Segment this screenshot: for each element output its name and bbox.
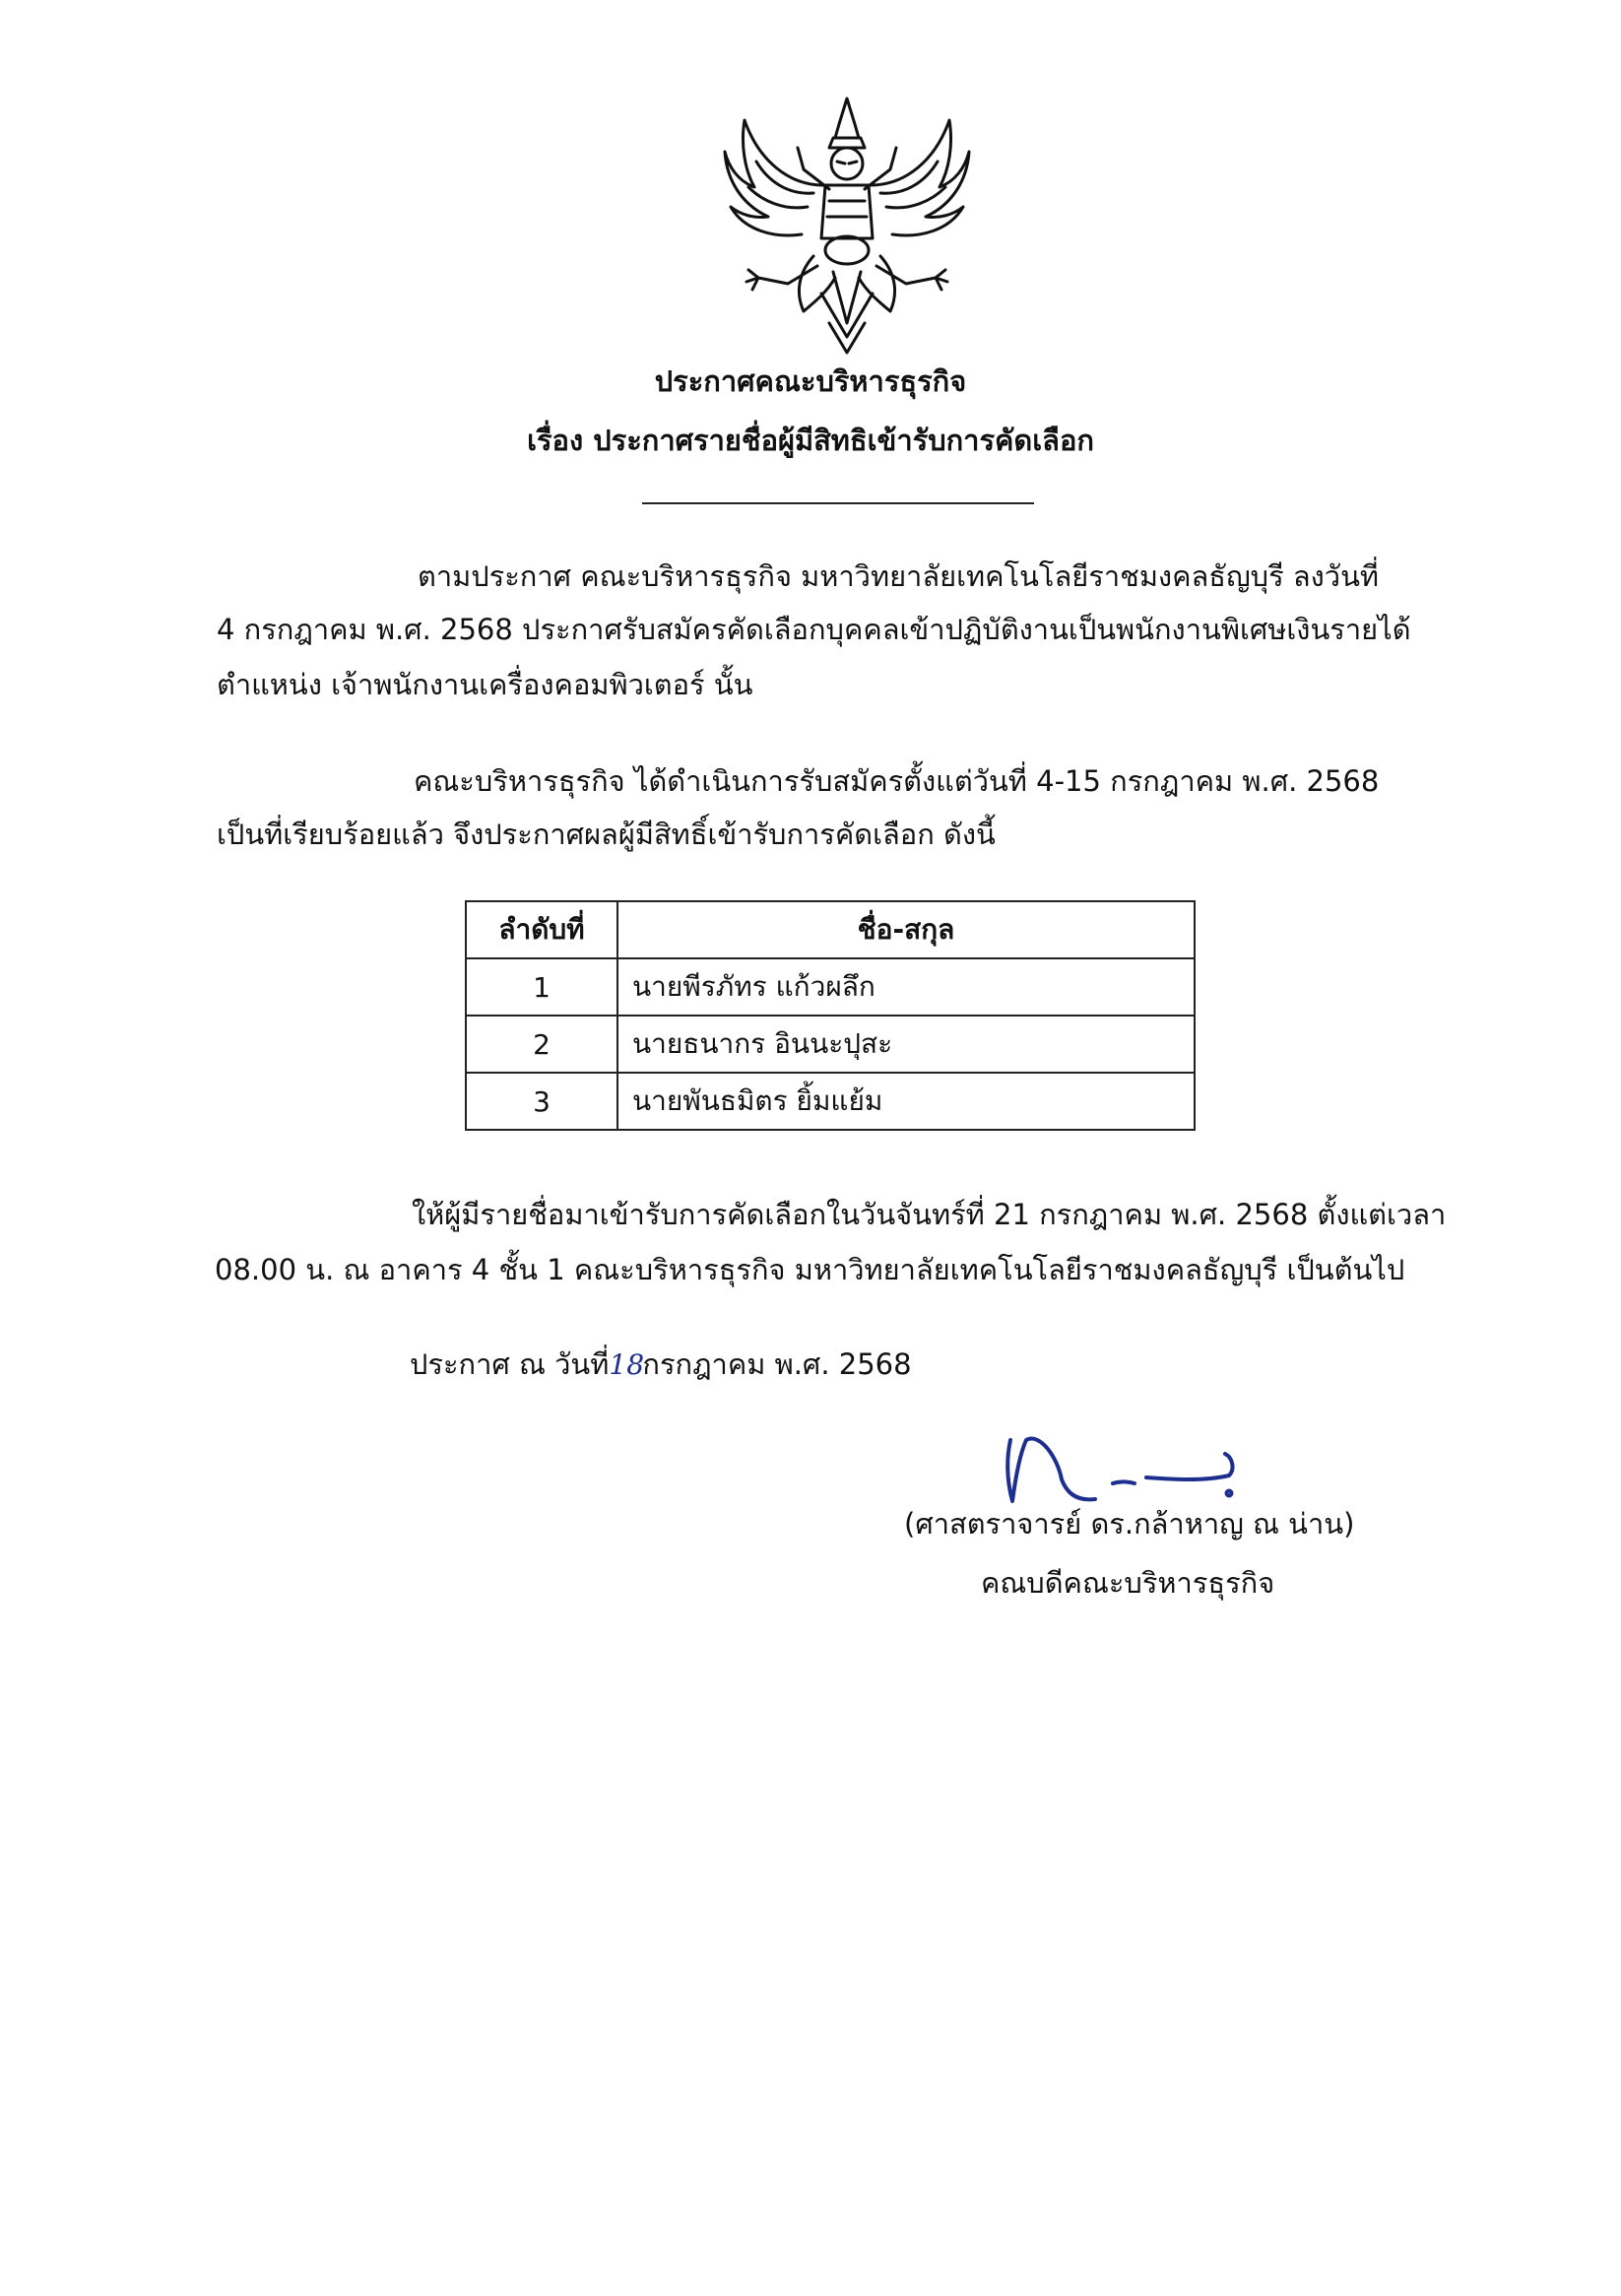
table-row: [466, 1016, 1195, 1073]
table-row: [466, 1073, 1195, 1130]
table-header-row: [466, 901, 1195, 958]
announcement-title: ประกาศคณะบริหารธุรกิจ: [654, 364, 967, 398]
paragraph-1-line-3: ตำแหน่ง เจ้าพนักงานเครื่องคอมพิวเตอร์ นั้น: [217, 668, 753, 701]
column-header-order: ลำดับที่: [466, 901, 617, 958]
title-divider: [642, 502, 1034, 504]
table-row: [466, 958, 1195, 1016]
signatory-title: คณบดีคณะบริหารธุรกิจ: [981, 1566, 1275, 1600]
announcement-subject: เรื่อง ประกาศรายชื่อผู้มีสิทธิเข้ารับการคัดเลือก: [527, 424, 1094, 457]
announce-date-prefix: ประกาศ ณ วันที่: [410, 1347, 610, 1381]
row-order: 3: [466, 1073, 617, 1130]
paragraph-1-line-1: ตามประกาศ คณะบริหารธุรกิจ มหาวิทยาลัยเทคโนโลยีราชมงคลธัญบุรี ลงวันที่: [418, 559, 1380, 593]
garuda-emblem: [719, 91, 975, 359]
row-order: 2: [466, 1016, 617, 1073]
paragraph-3-line-1: ให้ผู้มีรายชื่อมาเข้ารับการคัดเลือกในวันจันทร์ที่ 21 กรกฎาคม พ.ศ. 2568 ตั้งแต่เวลา: [412, 1198, 1447, 1231]
signatory-name: (ศาสตราจารย์ ดร.กล้าหาญ ณ น่าน): [904, 1507, 1355, 1541]
paragraph-1-line-2: 4 กรกฎาคม พ.ศ. 2568 ประกาศรับสมัครคัดเลือกบุคคลเข้าปฏิบัติงานเป็นพนักงานพิเศษเงินรายได้: [217, 613, 1411, 646]
candidates-table: [465, 900, 1196, 1131]
paragraph-2-line-1: คณะบริหารธุรกิจ ได้ดำเนินการรับสมัครตั้งแต่วันที่ 4-15 กรกฎาคม พ.ศ. 2568: [414, 764, 1380, 798]
announce-date-line: [410, 1347, 912, 1382]
paragraph-2-line-2: เป็นที่เรียบร้อยแล้ว จึงประกาศผลผู้มีสิทธิ์เข้ารับการคัดเลือก ดังนี้: [217, 818, 996, 851]
announce-date-suffix: กรกฎาคม พ.ศ. 2568: [642, 1347, 912, 1381]
column-header-name: ชื่อ-สกุล: [617, 901, 1195, 958]
row-order: 1: [466, 958, 617, 1016]
row-name: นายธนากร อินนะปุสะ: [617, 1016, 1195, 1073]
row-name: นายพีรภัทร แก้วผลึก: [617, 958, 1195, 1016]
handwritten-day: 18: [609, 1348, 645, 1381]
row-name: นายพันธมิตร ยิ้มแย้ม: [617, 1073, 1195, 1130]
paragraph-3-line-2: 08.00 น. ณ อาคาร 4 ชั้น 1 คณะบริหารธุรกิจ มหาวิทยาลัยเทคโนโลยีราชมงคลธัญบุรี เป็นต้นไป: [215, 1253, 1405, 1286]
